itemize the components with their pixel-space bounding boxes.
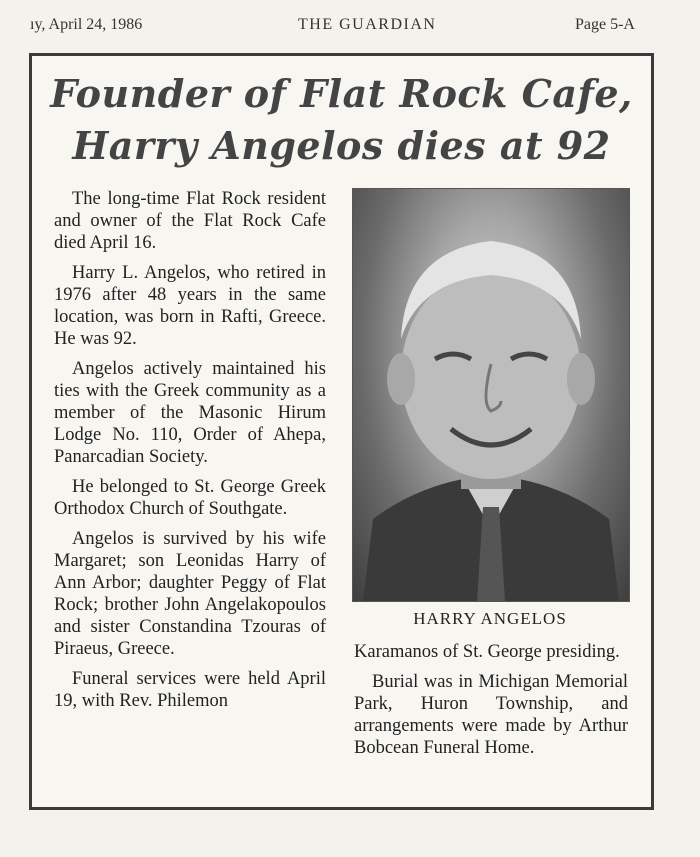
portrait-photo (352, 188, 630, 602)
masthead (0, 16, 700, 38)
portrait-illustration (353, 189, 629, 601)
paragraph: Funeral services were held April 19, with Rev. Philemon (54, 669, 326, 711)
headline-line-2: Harry Angelos dies at 92 (72, 123, 611, 168)
headline-line-1: Founder of Flat Rock Cafe, (50, 71, 633, 116)
paragraph: The long-time Flat Rock resident and owner of the Flat Rock Cafe died April 16. (54, 189, 326, 253)
article-left-column (54, 188, 326, 720)
paragraph: Angelos is survived by his wife Margaret; son Leonidas Harry of Ann Arbor; daughter Peggy of Flat Rock; brother John Angelakopoulos and sister Constandina Tzouras of Piraeus, Greece. (54, 529, 326, 659)
paragraph: Harry L. Angelos, who retired in 1976 after 48 years in the same location, was born in Rafti, Greece. He was 92. (54, 263, 326, 349)
paragraph: Karamanos of St. George presiding. (354, 642, 620, 662)
paragraph: Burial was in Michigan Memorial Park, Huron Township, and arrangements were made by Arthur Bobcean Funeral Home. (354, 672, 628, 758)
photo-caption: HARRY ANGELOS (413, 609, 567, 628)
issue-date: ıy, April 24, 1986 (30, 16, 143, 33)
article-clipping (29, 53, 654, 810)
paragraph: He belonged to St. George Greek Orthodox Church of Southgate. (54, 477, 326, 519)
headline (32, 68, 651, 172)
paragraph: Angelos actively maintained his ties with the Greek community as a member of the Masonic Hirum Lodge No. 110, Order of Ahepa, Panarcadian Society. (54, 359, 326, 467)
article-right-column (354, 641, 628, 767)
newspaper-name: THE GUARDIAN (298, 16, 437, 33)
page-number: Page 5-A (575, 16, 635, 33)
